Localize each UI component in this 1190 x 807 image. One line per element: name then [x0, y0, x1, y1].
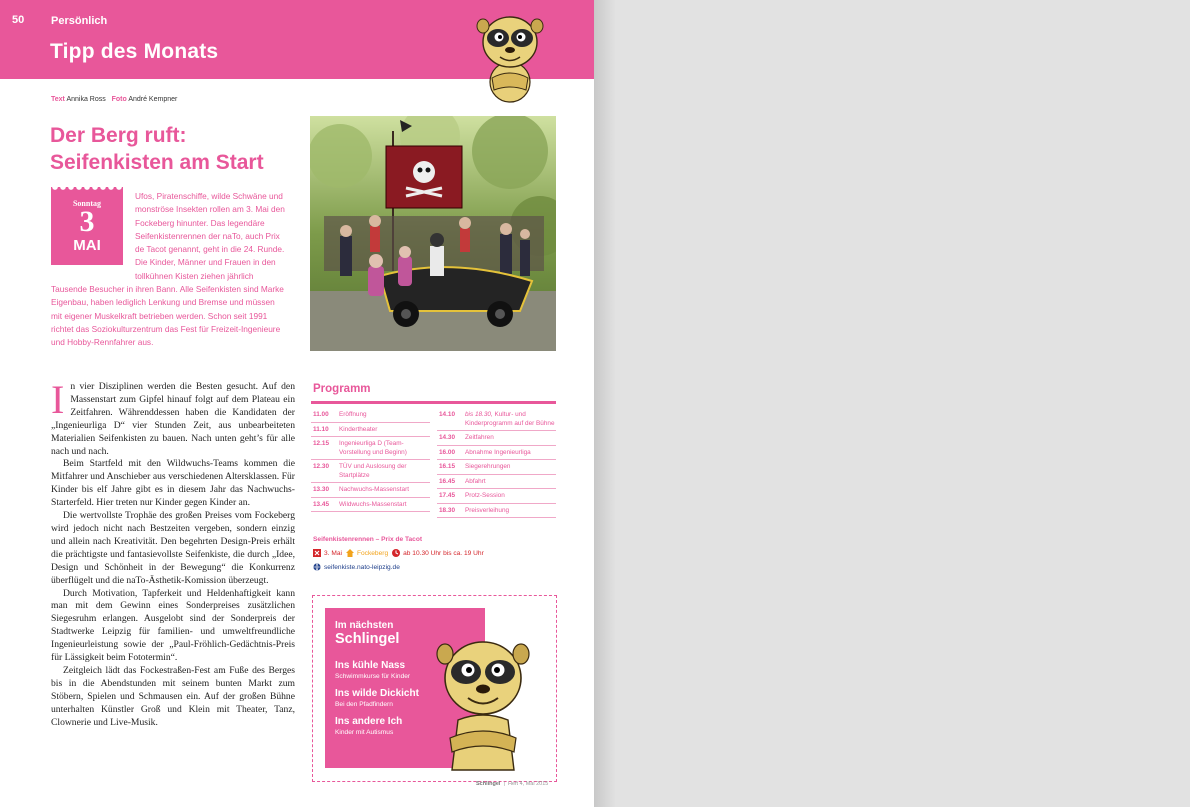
meerkat-mascot-large-icon — [428, 630, 538, 775]
globe-icon — [313, 563, 321, 571]
program-time: 16.00 — [439, 448, 455, 456]
next-issue-title: Schlingel — [335, 631, 400, 647]
program-item: Siegerehrungen — [465, 463, 511, 470]
program-title: Programm — [313, 383, 371, 395]
program-row — [437, 475, 556, 490]
program-item: Nachwuchs-Massenstart — [339, 486, 409, 493]
footer-issue: Heft 4, Mai 2015 — [508, 781, 549, 787]
article-credits — [51, 96, 177, 103]
program-time: 12.30 — [313, 463, 329, 470]
credit-photo-label: Foto — [111, 96, 127, 103]
credit-text-label: Text — [51, 96, 65, 103]
program-time: 16.15 — [439, 463, 455, 470]
program-item: Eröffnung — [339, 411, 367, 418]
footer-magazine: Schlingel — [476, 781, 501, 787]
credit-photo-author: André Kempner — [128, 96, 178, 103]
dropcap: I — [51, 377, 65, 422]
program-column-left — [311, 408, 430, 512]
next-issue-sub: Kinder mit Autismus — [335, 729, 394, 736]
program-row — [437, 431, 556, 446]
program-time: 13.30 — [313, 486, 329, 493]
program-item: Protz-Session — [465, 492, 505, 499]
program-item-text: Kultur- und Kinderprogramm auf der Bühne — [465, 411, 555, 427]
program-time: 17.45 — [439, 492, 455, 499]
program-time: 13.45 — [313, 500, 329, 508]
program-item — [465, 411, 556, 428]
next-issue-sub: Schwimmkurse für Kinder — [335, 673, 411, 680]
program-item: Kindertheater — [339, 425, 378, 433]
page-footer: Schlingel | Heft 4, Mai 2015 — [476, 781, 549, 787]
program-row — [437, 504, 556, 519]
event-info-title: Seifenkistenrennen – Prix de Tacot — [313, 536, 423, 543]
program-time: 14.30 — [439, 434, 455, 441]
next-issue-sub: Bei den Pfadfindern — [335, 701, 393, 708]
body-paragraph: n vier Disziplinen werden die Besten gesucht. Auf den Massenstart zum Gipfel hinauf folgt auf dem Plateau ein Zeitfahren. Währenddessen haben die Kandidaten der „Ingenieurliga D“ vier Stunden Zeit, aus unbearbeiteten Materialien Seifenkisten zu bauen. Nach unten geht’s für alle nach und nach. — [51, 381, 295, 457]
program-time: 16.45 — [439, 477, 455, 485]
location-icon — [346, 549, 354, 557]
program-item: Ingenieurliga D (Team-Vorstellung und Beginn) — [339, 440, 407, 456]
event-website-link[interactable]: seifenkiste.nato-leipzig.de — [324, 563, 400, 571]
program-row — [311, 483, 430, 498]
program-item: Wildwuchs-Massenstart — [339, 500, 407, 508]
program-time: 14.10 — [439, 411, 455, 418]
next-issue-heading: Ins wilde Dickicht — [335, 688, 419, 699]
intro-text: Ufos, Piratenschiffe, wilde Schwäne und monströse Insekten rollen am 3. Mai den Fockeberg hinunter. Das legendäre Seifenkistenrennen der naTo, auch Prix de Tacot genannt, geht in die 24. Runde. Die Kinder, Männer und Frauen in den tollkühnen Kisten ziehen jährlich Tausende Besucher in ihren Bann. Alle Seifenkisten sind Marke Eigenbau, haben lediglich Lenkung und Bremse und müssen mit eigener Muskelkraft betrieben werden. Schon seit 1991 richtet das Soziokulturzentrum das Fest für Freizeit-Ingenieure und Hobby-Rennfahrer aus. — [51, 191, 285, 348]
event-info-line — [313, 549, 488, 557]
event-date: 3. Mai — [324, 549, 342, 557]
article-title-line2: Seifenkisten am Start — [50, 151, 264, 174]
event-website[interactable] — [313, 563, 400, 571]
program-item: Preisverleihung — [465, 506, 510, 514]
program-row — [311, 437, 430, 460]
date-badge — [51, 191, 123, 265]
soapbox-race-photo — [310, 116, 556, 351]
program-time: 18.30 — [439, 506, 455, 514]
calendar-icon — [313, 549, 321, 557]
article-body — [51, 377, 295, 729]
program-time: 12.15 — [313, 440, 329, 447]
body-paragraph: Zeitgleich lädt das Fockestraßen-Fest am Fuße des Berges bis in die Abendstunden mit seinem bunten Markt zum Stöbern, Spielen und Schmausen ein. Auf der großen Bühne unterhalten Künstler Groß und Klein mit Theater, Tanz, Clownerie und Live-Musik. — [51, 664, 295, 728]
credit-text-author: Annika Ross — [66, 96, 106, 103]
header-title: Tipp des Monats — [50, 40, 219, 63]
article-title-line1: Der Berg ruft: — [50, 124, 187, 147]
event-time: ab 10.30 Uhr bis ca. 19 Uhr — [403, 549, 484, 557]
event-place: Fockeberg — [356, 549, 389, 557]
body-paragraph: Beim Startfeld mit den Wildwuchs-Teams kommen die Mitfahrer und Anschieber aus verschiedenen Altersklassen. Für Kinder bis elf Jahre gibt es in diesem Jahr das Nachwuchs-Starterfeld. Hier treten nur Kinder gegen Kinder an. — [51, 458, 295, 509]
program-row — [437, 489, 556, 504]
program-column-right — [437, 408, 556, 518]
body-paragraph: Die wertvollste Trophäe des großen Preises vom Fockeberg wird jedoch nicht nach Bestzeiten vergeben, sondern einzig und allein nach Kreativität. Den begehrten Design-Preis erhält die prächtigste und fantasievollste Seifenkiste, die durch „Idee, Design und Schönheit in der Bewegung“ die Konkurrenz überflügelt und die naTo-Ästhetik-Komission überzeugt. — [51, 510, 295, 586]
next-issue-kicker: Im nächsten — [335, 620, 394, 631]
article-title — [50, 122, 300, 176]
program-row — [437, 408, 556, 431]
program-row — [311, 460, 430, 483]
magazine-page — [0, 0, 594, 807]
program-row — [311, 408, 430, 423]
program-row — [437, 460, 556, 475]
program-row — [437, 446, 556, 461]
body-paragraph: Durch Motivation, Tapferkeit und Heldenhaftigkeit kann man mit dem Gewinn eines Sonderpreises zusätzlichen Siegesruhm erlangen. Ausgelobt sind der Sonderpreis der Stadtwerke Leipzig für familien- und umweltfreundliche Ingenieurleistung sowie der „Paul-Fröhlich-Gedächtnis-Preis für Lässigkeit beim Fototermin“. — [51, 587, 295, 664]
next-issue-heading: Ins andere Ich — [335, 716, 403, 727]
program-item: Abnahme Ingenieurliga — [465, 448, 531, 456]
program-item-italic: bis 18.30, — [465, 411, 493, 418]
program-item: Zeitfahren — [465, 434, 494, 441]
meerkat-mascot-icon — [470, 8, 550, 104]
program-row — [311, 498, 430, 513]
next-issue-heading: Ins kühle Nass — [335, 660, 406, 671]
program-time: 11.00 — [313, 411, 329, 418]
program-time: 11.10 — [313, 425, 329, 433]
date-number: 3 — [79, 205, 95, 238]
date-day: Sonntag — [72, 199, 101, 208]
empty-facing-page — [594, 0, 1190, 807]
program-row — [311, 423, 430, 438]
program-item: TÜV und Auslosung der Startplätze — [339, 463, 407, 479]
clock-icon — [392, 549, 400, 557]
program-item: Abfahrt — [465, 477, 486, 485]
page-number: 50 — [12, 14, 25, 26]
date-month: MAI — [73, 237, 101, 254]
program-divider — [311, 401, 556, 404]
section-label: Persönlich — [51, 15, 108, 27]
